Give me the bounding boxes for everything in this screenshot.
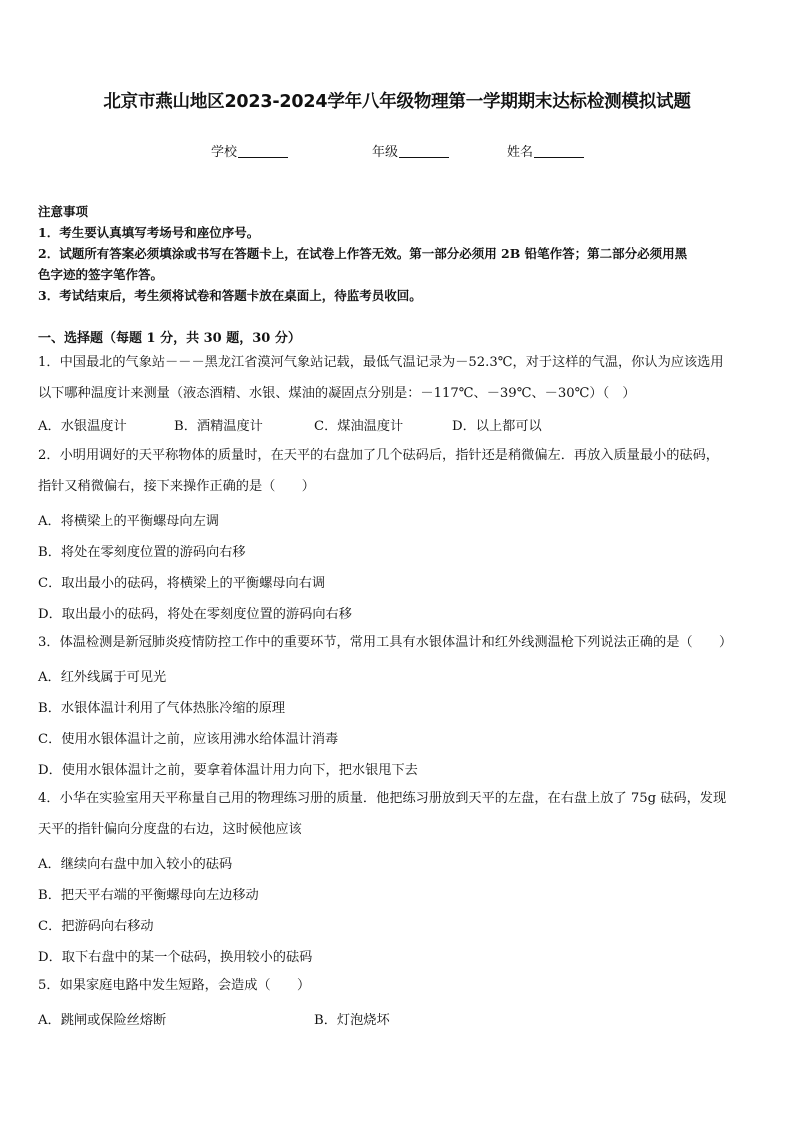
option-c: C．取出最小的砝码，将横梁上的平衡螺母向右调	[38, 576, 326, 591]
school-label: 学校	[211, 145, 238, 160]
question-text: 1．中国最北的气象站－－－黑龙江省漠河气象站记载，最低气温记录为－52.3℃，对于这样的气温，你认为应该选用	[38, 355, 724, 370]
question-4	[38, 783, 758, 845]
question-text: 5．如果家庭电路中发生短路，会造成（ ）	[38, 978, 311, 993]
notice-item: 2．试题所有答案必须填涂或书写在答题卡上，在试卷上作答无效。第一部分必须用 2B 铅笔作答；第二部分必须用黑	[38, 246, 688, 261]
question-3	[38, 627, 758, 658]
exam-title: 北京市燕山地区2023-2024学年八年级物理第一学期期末达标检测模拟试题	[103, 92, 691, 112]
option-c: C．使用水银体温计之前，应该用沸水给体温计消毒	[38, 732, 339, 747]
question-text: 3．体温检测是新冠肺炎疫情防控工作中的重要环节，常用工具有水银体温计和红外线测温枪下列说法正确的是（ ）	[38, 635, 733, 650]
notice-item: 色字迹的签字笔作答。	[38, 267, 164, 282]
option-b: B．灯泡烧坏	[314, 1013, 390, 1028]
option-d: D．取下右盘中的某一个砝码，换用较小的砝码	[38, 950, 313, 965]
name-blank	[534, 145, 584, 158]
name-label: 姓名	[507, 145, 534, 160]
grade-blank	[399, 145, 449, 158]
notice-heading: 注意事项	[38, 204, 89, 219]
option-d: D．以上都可以	[452, 419, 542, 434]
question-text: 以下哪种温度计来测量（液态酒精、水银、煤油的凝固点分别是：－117℃、－39℃、－30℃）（ ）	[38, 386, 636, 401]
name-field	[507, 141, 584, 160]
question-text: 天平的指针偏向分度盘的右边，这时候他应该	[38, 822, 302, 837]
school-blank	[238, 145, 288, 158]
notice-block	[38, 201, 758, 306]
option-b: B．酒精温度计	[174, 419, 263, 434]
option-b: B．水银体温计利用了气体热胀冷缩的原理	[38, 701, 286, 716]
option-c: C．把游码向右移动	[38, 919, 154, 934]
question-5	[38, 970, 758, 1001]
notice-item: 1．考生要认真填写考场号和座位序号。	[38, 225, 260, 240]
question-2	[38, 440, 758, 502]
grade-label: 年级	[372, 145, 399, 160]
option-a: A．将横梁上的平衡螺母向左调	[38, 514, 219, 529]
question-text: 指针又稍微偏右，接下来操作正确的是（ ）	[38, 479, 315, 494]
grade-field	[372, 141, 449, 160]
school-field	[211, 141, 288, 160]
option-a: A．红外线属于可见光	[38, 670, 167, 685]
notice-item: 3．考试结束后，考生须将试卷和答题卡放在桌面上，待监考员收回。	[38, 288, 422, 303]
question-text: 2．小明用调好的天平称物体的质量时，在天平的右盘加了几个砝码后，指针还是稍微偏左．再放入质量最小的砝码，	[38, 448, 719, 463]
section-heading: 一、选择题（每题 1 分，共 30 题，30 分）	[38, 331, 301, 346]
option-a: A．水银温度计	[38, 419, 127, 434]
option-b: B．把天平右端的平衡螺母向左边移动	[38, 888, 259, 903]
option-a: A．跳闸或保险丝熔断	[38, 1013, 167, 1028]
option-d: D．使用水银体温计之前，要拿着体温计用力向下，把水银甩下去	[38, 763, 418, 778]
option-d: D．取出最小的砝码，将处在零刻度位置的游码向右移	[38, 607, 352, 622]
question-text: 4．小华在实验室用天平称量自己用的物理练习册的质量．他把练习册放到天平的左盘，在右盘上放了 75g 砝码，发现	[38, 791, 727, 806]
option-a: A．继续向右盘中加入较小的砝码	[38, 857, 233, 872]
option-c: C．煤油温度计	[314, 419, 404, 434]
option-b: B．将处在零刻度位置的游码向右移	[38, 545, 246, 560]
question-1	[38, 347, 758, 409]
